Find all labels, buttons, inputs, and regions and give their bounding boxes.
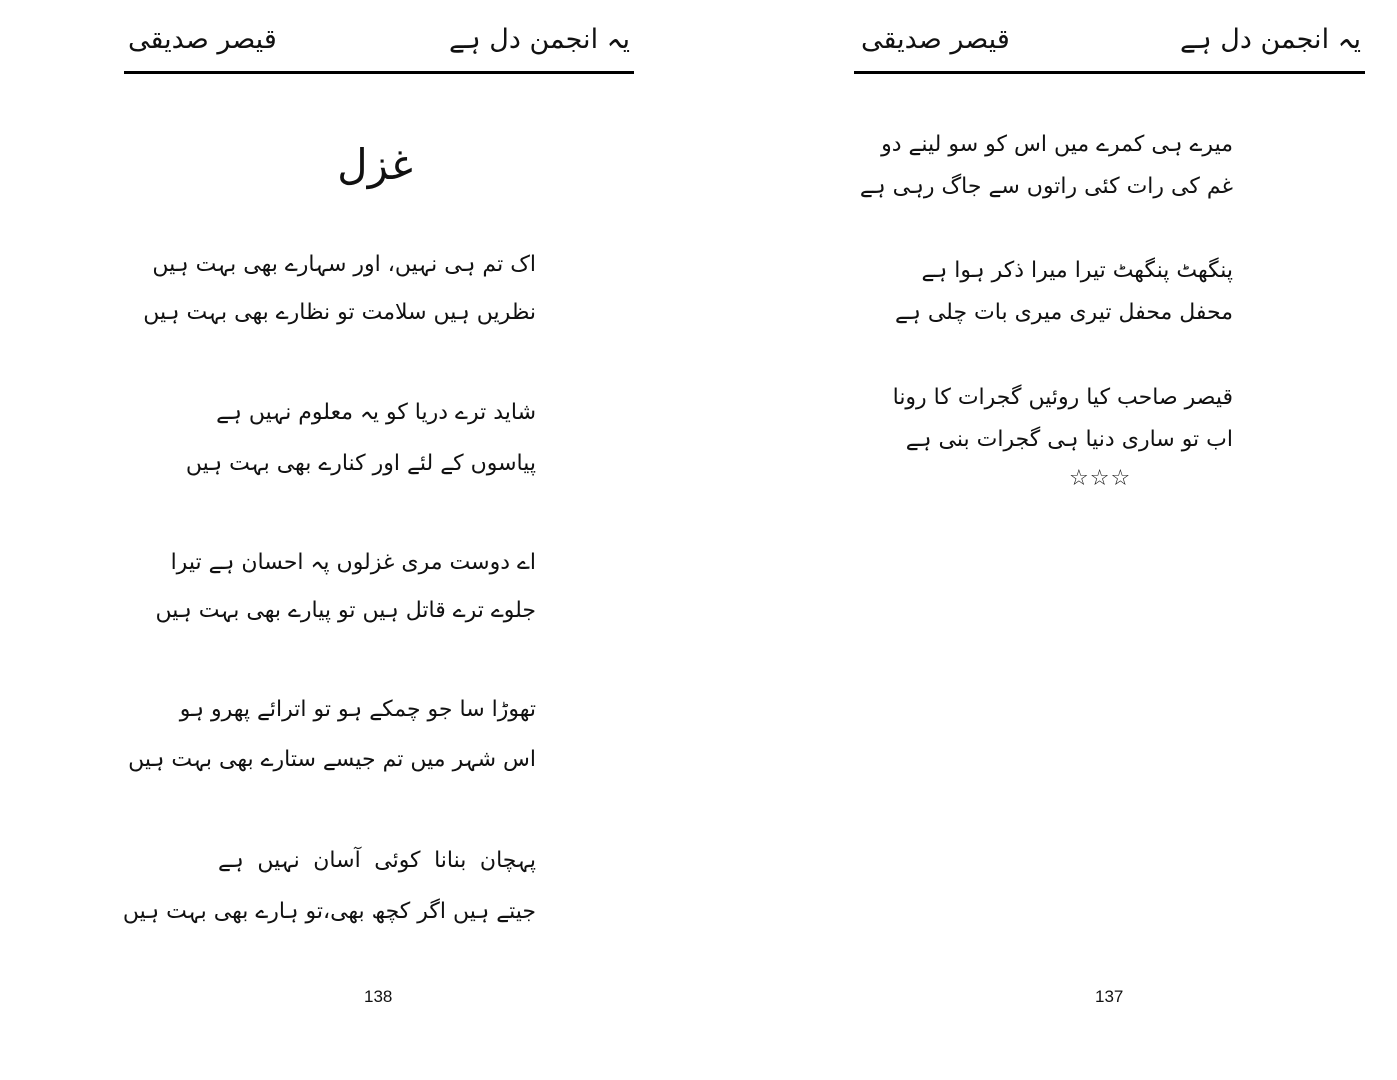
verse-line: نظریں ہیں سلامت تو نظارے بھی بہت ہیں: [143, 300, 536, 325]
verse-line: اے دوست مری غزلوں پہ احسان ہے تیرا: [170, 550, 536, 575]
verse-line: غم کی رات کئی راتوں سے جاگ رہی ہے: [859, 174, 1233, 199]
verse-line: اس شہر میں تم جیسے ستارے بھی بہت ہیں: [128, 747, 536, 772]
verse-line: تھوڑا سا جو چمکے ہو تو اترائے پھرو ہو: [179, 697, 536, 722]
verse-line: شاید ترے دریا کو یہ معلوم نہیں ہے: [216, 400, 536, 425]
ghazal-heading: غزل: [337, 140, 413, 189]
verse-line: پہچان بنانا کوئی آسان نہیں ہے: [218, 848, 536, 873]
verse-line: جلوے ترے قاتل ہیں تو پیارے بھی بہت ہیں: [155, 598, 536, 623]
verse-line: پیاسوں کے لئے اور کنارے بھی بہت ہیں: [185, 451, 536, 476]
header-rule: [124, 71, 634, 74]
section-end-stars: ☆☆☆: [1069, 466, 1132, 491]
verse-line: قیصر صاحب کیا روئیں گجرات کا رونا: [892, 385, 1233, 410]
verse-line: جیتے ہیں اگر کچھ بھی،تو ہارے بھی بہت ہیں: [122, 899, 536, 924]
page-number: 137: [1095, 987, 1124, 1006]
verse-line: میرے ہی کمرے میں اس کو سو لینے دو: [881, 132, 1233, 157]
header-rule: [854, 71, 1365, 74]
verse-line: پنگھٹ پنگھٹ تیرا میرا ذکر ہوا ہے: [921, 258, 1233, 283]
verse-line: اب تو ساری دنیا ہی گجرات بنی ہے: [905, 427, 1233, 452]
running-header-author: قیصر صدیقی: [861, 24, 1010, 55]
page-right: [699, 0, 1397, 1080]
verse-line: محفل محفل تیری میری بات چلی ہے: [895, 300, 1233, 325]
verse-line: اک تم ہی نہیں، اور سہارے بھی بہت ہیں: [152, 252, 536, 277]
page-left: [0, 0, 698, 1080]
running-header-book-title: یہ انجمن دل ہے: [1180, 24, 1361, 55]
running-header-author: قیصر صدیقی: [128, 24, 277, 55]
page-number: 138: [364, 987, 393, 1006]
running-header-book-title: یہ انجمن دل ہے: [449, 24, 630, 55]
